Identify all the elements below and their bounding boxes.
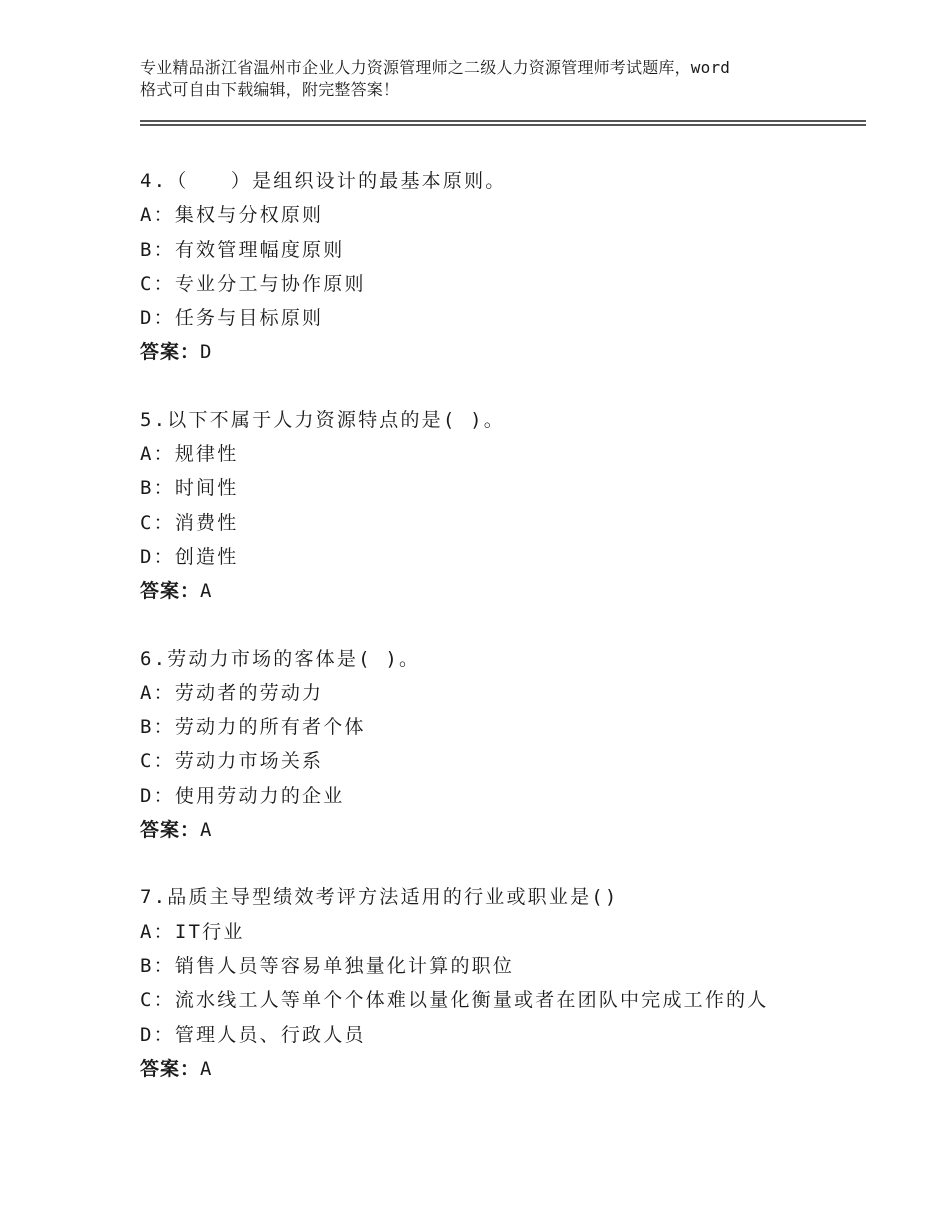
answer-label: 答案：	[140, 580, 201, 603]
question-7	[140, 880, 860, 1086]
question-list	[140, 164, 860, 1119]
question-stem: 4.（ ）是组织设计的最基本原则。	[140, 170, 507, 192]
header-divider-top	[140, 120, 866, 122]
option-d: D：使用劳动力的企业	[140, 784, 345, 807]
option-c: C：流水线工人等单个个体难以量化衡量或者在团队中完成工作的人	[140, 989, 769, 1012]
answer-value: A	[200, 819, 213, 842]
answer-value: A	[200, 580, 213, 603]
option-a: A：IT行业	[140, 920, 245, 943]
answer-line	[140, 335, 860, 369]
answer-line	[140, 1052, 860, 1086]
option-b: B：劳动力的所有者个体	[140, 716, 366, 739]
option-d: D：管理人员、行政人员	[140, 1023, 366, 1046]
option-c: C：劳动力市场关系	[140, 750, 324, 773]
question-stem: 7.品质主导型绩效考评方法适用的行业或职业是()	[140, 886, 619, 909]
option-a: A：集权与分权原则	[140, 204, 324, 227]
header-title-line-1: 专业精品浙江省温州市企业人力资源管理师之二级人力资源管理师考试题库，word	[140, 58, 731, 77]
question-stem: 5.以下不属于人力资源特点的是( )。	[140, 408, 505, 431]
header-title-line-2: 格式可自由下载编辑，附完整答案！	[140, 80, 400, 99]
document-header	[140, 57, 830, 101]
answer-label: 答案：	[140, 819, 201, 842]
option-a: A：劳动者的劳动力	[140, 681, 324, 704]
header-divider-bottom	[140, 124, 866, 126]
option-d: D：创造性	[140, 545, 239, 568]
option-b: B：有效管理幅度原则	[140, 238, 345, 261]
answer-value: A	[200, 1057, 213, 1080]
answer-line	[140, 574, 860, 608]
question-6	[140, 642, 860, 848]
answer-line	[140, 813, 860, 847]
option-a: A：规律性	[140, 443, 239, 466]
option-b: B：时间性	[140, 477, 239, 500]
answer-label: 答案：	[140, 341, 201, 364]
question-5	[140, 403, 860, 609]
answer-value: D	[200, 341, 213, 364]
option-c: C：消费性	[140, 511, 239, 534]
question-stem: 6.劳动力市场的客体是( )。	[140, 647, 421, 670]
question-4	[140, 164, 860, 370]
answer-label: 答案：	[140, 1057, 201, 1080]
option-d: D：任务与目标原则	[140, 307, 324, 330]
option-b: B：销售人员等容易单独量化计算的职位	[140, 954, 515, 977]
option-c: C：专业分工与协作原则	[140, 272, 366, 295]
